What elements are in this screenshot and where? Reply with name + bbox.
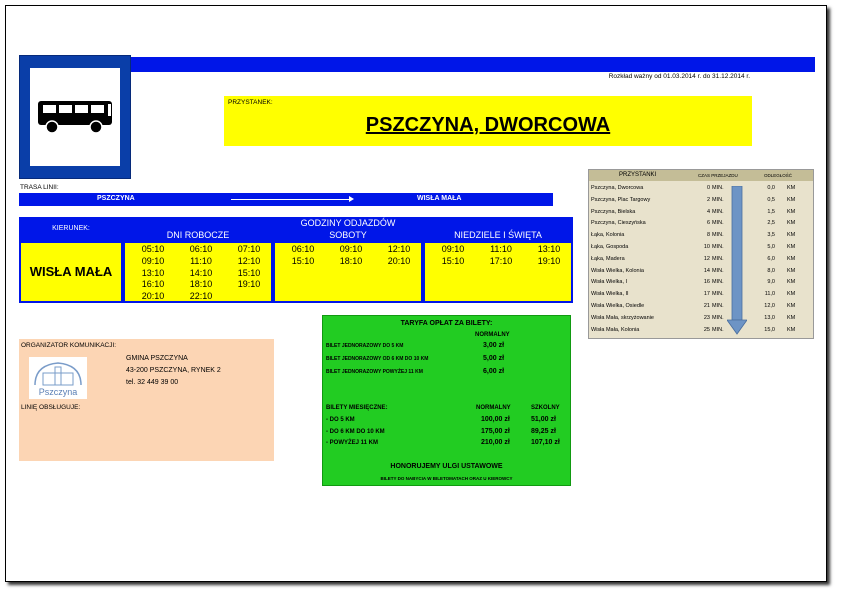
departure-time: 20:10 — [387, 255, 411, 266]
col-sundays-label: NIEDZIELE I ŚWIĘTA — [423, 229, 573, 241]
validity-text: Rozkład ważny od 01.03.2014 r. do 31.12.2014 r. — [608, 73, 750, 80]
stop-distance-cell: 9,0 — [767, 279, 775, 286]
organizer-box — [19, 339, 274, 461]
departure-time: 16:10 — [141, 279, 165, 290]
stops-table — [588, 169, 814, 339]
route-label: TRASA LINII: — [20, 184, 59, 191]
stop-distance-unit: KM — [787, 326, 796, 333]
departure-time: 12:10 — [237, 255, 261, 266]
stop-time-unit: MIN. — [712, 279, 724, 286]
stop-name-cell: Wisła Wielka, I — [591, 279, 628, 286]
distance-header-label: ODLEGŁOŚĆ — [764, 173, 793, 178]
monthly-row-normal: 210,00 zł — [481, 439, 510, 446]
monthly-label: BILETY MIESIĘCZNE: — [326, 405, 388, 411]
stop-row — [589, 301, 813, 312]
stop-time-cell: 0 — [706, 185, 710, 191]
single-row-price: 6,00 zł — [483, 368, 505, 375]
stop-name-cell: Wisła Wielka, Kolonia — [591, 267, 644, 274]
stop-distance-unit: KM — [787, 196, 796, 203]
stop-distance-cell: 3,5 — [767, 232, 775, 239]
monthly-row-normal: 100,00 zł — [481, 416, 510, 423]
time-column — [176, 244, 226, 303]
stop-distance-unit: KM — [787, 208, 796, 215]
stop-row — [589, 254, 813, 265]
monthly-school-label: SZKOLNY — [531, 405, 560, 411]
stop-time-cell: 21 — [703, 303, 710, 309]
single-normal-label: NORMALNY — [475, 332, 510, 338]
departure-time: 13:10 — [141, 267, 165, 278]
organizer-phone: tel. 32 449 39 00 — [126, 379, 179, 386]
departure-time: 19:10 — [537, 255, 561, 266]
col-saturdays-label: SOBOTY — [273, 229, 423, 241]
route-bar — [19, 193, 553, 206]
single-row-label: BILET JEDNORAZOWY POWYŻEJ 11 KM — [326, 369, 423, 375]
stop-time-cell: 23 — [703, 314, 710, 321]
stop-time-unit: MIN. — [712, 196, 724, 203]
stop-distance-unit: KM — [787, 185, 796, 191]
departure-time: 17:10 — [489, 255, 513, 266]
saturday-times — [273, 241, 423, 303]
stop-time-cell: 2 — [706, 196, 710, 203]
stop-time-cell: 10 — [703, 244, 710, 250]
stop-distance-cell: 8,0 — [767, 267, 775, 274]
departure-time: 11:10 — [190, 255, 212, 266]
route-to: WISŁA MAŁA — [417, 195, 462, 202]
stop-row — [589, 242, 813, 253]
stop-row — [589, 289, 813, 300]
logo-text: Pszczyna — [38, 387, 78, 397]
stop-distance-cell: 13,0 — [764, 314, 775, 321]
stop-label: PRZYSTANEK: — [228, 99, 273, 106]
single-row-label: BILET JEDNORAZOWY OD 6 KM DO 10 KM — [326, 356, 429, 362]
col-weekdays-label: DNI ROBOCZE — [123, 229, 273, 241]
departures-label: GODZINY ODJAZDÓW — [123, 217, 573, 229]
stop-time-unit: MIN. — [712, 314, 724, 321]
stop-time-unit: MIN. — [712, 185, 724, 191]
stop-row — [589, 195, 813, 206]
stop-time-cell: 17 — [703, 291, 710, 298]
tariff-box — [322, 315, 571, 486]
stop-name-cell: Pszczyna, Bielska — [591, 208, 636, 215]
stop-distance-cell: 12,0 — [764, 303, 775, 309]
monthly-row-label: - POWYŻEJ 11 KM — [326, 440, 379, 446]
stop-name-cell: Wisła Mała, Kolonia — [591, 326, 640, 333]
stop-row — [589, 207, 813, 218]
departure-time: 20:10 — [141, 291, 165, 302]
stop-row — [589, 313, 813, 324]
stop-time-unit: MIN. — [712, 326, 724, 333]
stop-distance-cell: 15,0 — [764, 326, 775, 333]
monthly-row-label: - DO 6 KM DO 10 KM — [326, 429, 385, 435]
stop-name-cell: Wisła Wielka, Osiedle — [591, 303, 645, 309]
stop-time-unit: MIN. — [712, 291, 724, 298]
departure-time: 19:10 — [237, 279, 261, 290]
monthly-row-school: 107,10 zł — [531, 439, 560, 446]
departure-time: 11:10 — [490, 244, 512, 254]
stop-name-cell: Łąka, Kolonia — [591, 232, 625, 239]
departure-time: 12:10 — [387, 244, 411, 254]
monthly-row-normal: 175,00 zł — [481, 428, 510, 435]
bus-stop-sign — [19, 55, 131, 179]
stop-distance-cell: 2,5 — [767, 220, 775, 227]
stop-distance-cell: 11,0 — [764, 291, 775, 298]
stop-name-cell: Wisła Mała, skrzyżowanie — [591, 314, 654, 321]
stop-time-unit: MIN. — [712, 220, 724, 227]
stop-distance-unit: KM — [787, 244, 796, 250]
stop-name-cell: Pszczyna, Plac Targowy — [591, 196, 651, 203]
departure-time: 06:10 — [189, 244, 213, 254]
departure-time: 14:10 — [189, 267, 213, 278]
operator-label: LINIĘ OBSŁUGUJE: — [21, 404, 81, 411]
stop-time-cell: 16 — [703, 279, 710, 286]
stop-time-cell: 25 — [703, 326, 710, 333]
departure-time: 07:10 — [237, 244, 261, 254]
organizer-address: 43-200 PSZCZYNA, RYNEK 2 — [126, 367, 221, 374]
monthly-row-school: 89,25 zł — [531, 428, 556, 435]
stop-time-unit: MIN. — [712, 303, 724, 309]
stop-name: PSZCZYNA, DWORCOWA — [365, 114, 611, 136]
stop-distance-unit: KM — [787, 303, 796, 309]
stop-name-cell: Łąka, Gospoda — [591, 244, 629, 250]
stop-distance-unit: KM — [787, 267, 796, 274]
departure-time: 15:10 — [291, 255, 315, 266]
stop-distance-unit: KM — [787, 279, 796, 286]
stop-time-cell: 14 — [703, 267, 710, 274]
stop-name-cell: Łąka, Madera — [591, 255, 625, 262]
stop-distance-cell: 1,5 — [767, 208, 775, 215]
pszczyna-logo — [29, 357, 87, 399]
organizer-name: GMINA PSZCZYNA — [126, 355, 188, 362]
stop-name-cell: Pszczyna, Cieszyńska — [591, 220, 646, 227]
time-column — [428, 244, 478, 268]
departure-time: 06:10 — [291, 244, 315, 254]
weekday-times — [123, 241, 273, 303]
stop-distance-cell: 0,5 — [767, 196, 775, 203]
stop-time-unit: MIN. — [712, 232, 724, 239]
stop-name-cell: Pszczyna, Dworcowa — [591, 185, 644, 191]
time-column — [374, 244, 424, 268]
top-blue-bar — [131, 57, 815, 72]
departure-time: 15:10 — [237, 267, 261, 278]
tariff-title: TARYFA OPŁAT ZA BILETY: — [400, 320, 493, 327]
single-row-price: 3,00 zł — [483, 342, 505, 349]
time-column — [524, 244, 574, 268]
time-column — [278, 244, 328, 268]
tickets-note: BILETY DO NABYCIA W BILETOMATACH ORAZ U KIEROWCY — [380, 476, 513, 481]
stop-distance-unit: KM — [787, 220, 796, 227]
stop-distance-cell: 0,0 — [767, 185, 775, 191]
departure-time: 22:10 — [189, 291, 213, 302]
direction-name: WISŁA MAŁA — [19, 241, 123, 303]
departure-time: 09:10 — [339, 244, 363, 254]
time-column — [326, 244, 376, 268]
departure-time: 18:10 — [339, 255, 363, 266]
stop-row — [589, 325, 813, 336]
route-from: PSZCZYNA — [97, 195, 135, 202]
stop-distance-unit: KM — [787, 314, 796, 321]
stop-distance-cell: 5,0 — [767, 244, 775, 250]
stop-row — [589, 277, 813, 288]
stop-time-cell: 12 — [703, 255, 710, 262]
monthly-row-label: - DO 5 KM — [326, 417, 355, 423]
route-arrow-icon — [231, 199, 351, 200]
stop-time-unit: MIN. — [712, 267, 724, 274]
stop-time-unit: MIN. — [712, 208, 724, 215]
stop-time-cell: 4 — [706, 208, 710, 215]
stop-distance-cell: 6,0 — [767, 255, 775, 262]
stops-header-label: PRZYSTANKI — [619, 172, 657, 178]
bus-icon — [30, 68, 120, 166]
stops-header — [589, 170, 813, 181]
direction-label: KIERUNEK: — [19, 217, 123, 241]
stop-distance-unit: KM — [787, 232, 796, 239]
timetable — [19, 217, 573, 303]
single-row-label: BILET JEDNORAZOWY DO 5 KM — [326, 343, 404, 349]
single-row-price: 5,00 zł — [483, 355, 505, 362]
stop-row — [589, 183, 813, 194]
stop-row — [589, 218, 813, 229]
stop-distance-unit: KM — [787, 291, 796, 298]
time-header-label: CZAS PRZEJAZDU — [698, 173, 738, 178]
stop-time-unit: MIN. — [712, 244, 724, 250]
time-column — [128, 244, 178, 303]
stop-row — [589, 230, 813, 241]
time-column — [224, 244, 274, 291]
departure-time: 15:10 — [441, 255, 465, 266]
relief-text: HONORUJEMY ULGI USTAWOWE — [390, 463, 503, 470]
stop-time-cell: 6 — [706, 220, 710, 227]
time-column — [476, 244, 526, 268]
departure-time: 13:10 — [537, 244, 561, 254]
departure-time: 09:10 — [441, 244, 465, 254]
stop-distance-unit: KM — [787, 255, 796, 262]
stop-row — [589, 266, 813, 277]
sunday-times — [423, 241, 573, 303]
organizer-label: ORGANIZATOR KOMUNIKACJI: — [21, 342, 117, 349]
monthly-row-school: 51,00 zł — [531, 416, 556, 423]
monthly-normal-label: NORMALNY — [476, 405, 511, 411]
departure-time: 05:10 — [141, 244, 165, 254]
stop-name-cell: Wisła Wielka, II — [591, 291, 629, 298]
stop-box — [224, 96, 752, 146]
stop-time-unit: MIN. — [712, 255, 724, 262]
stop-time-cell: 8 — [706, 232, 710, 239]
departure-time: 18:10 — [189, 279, 213, 290]
departure-time: 09:10 — [141, 255, 165, 266]
